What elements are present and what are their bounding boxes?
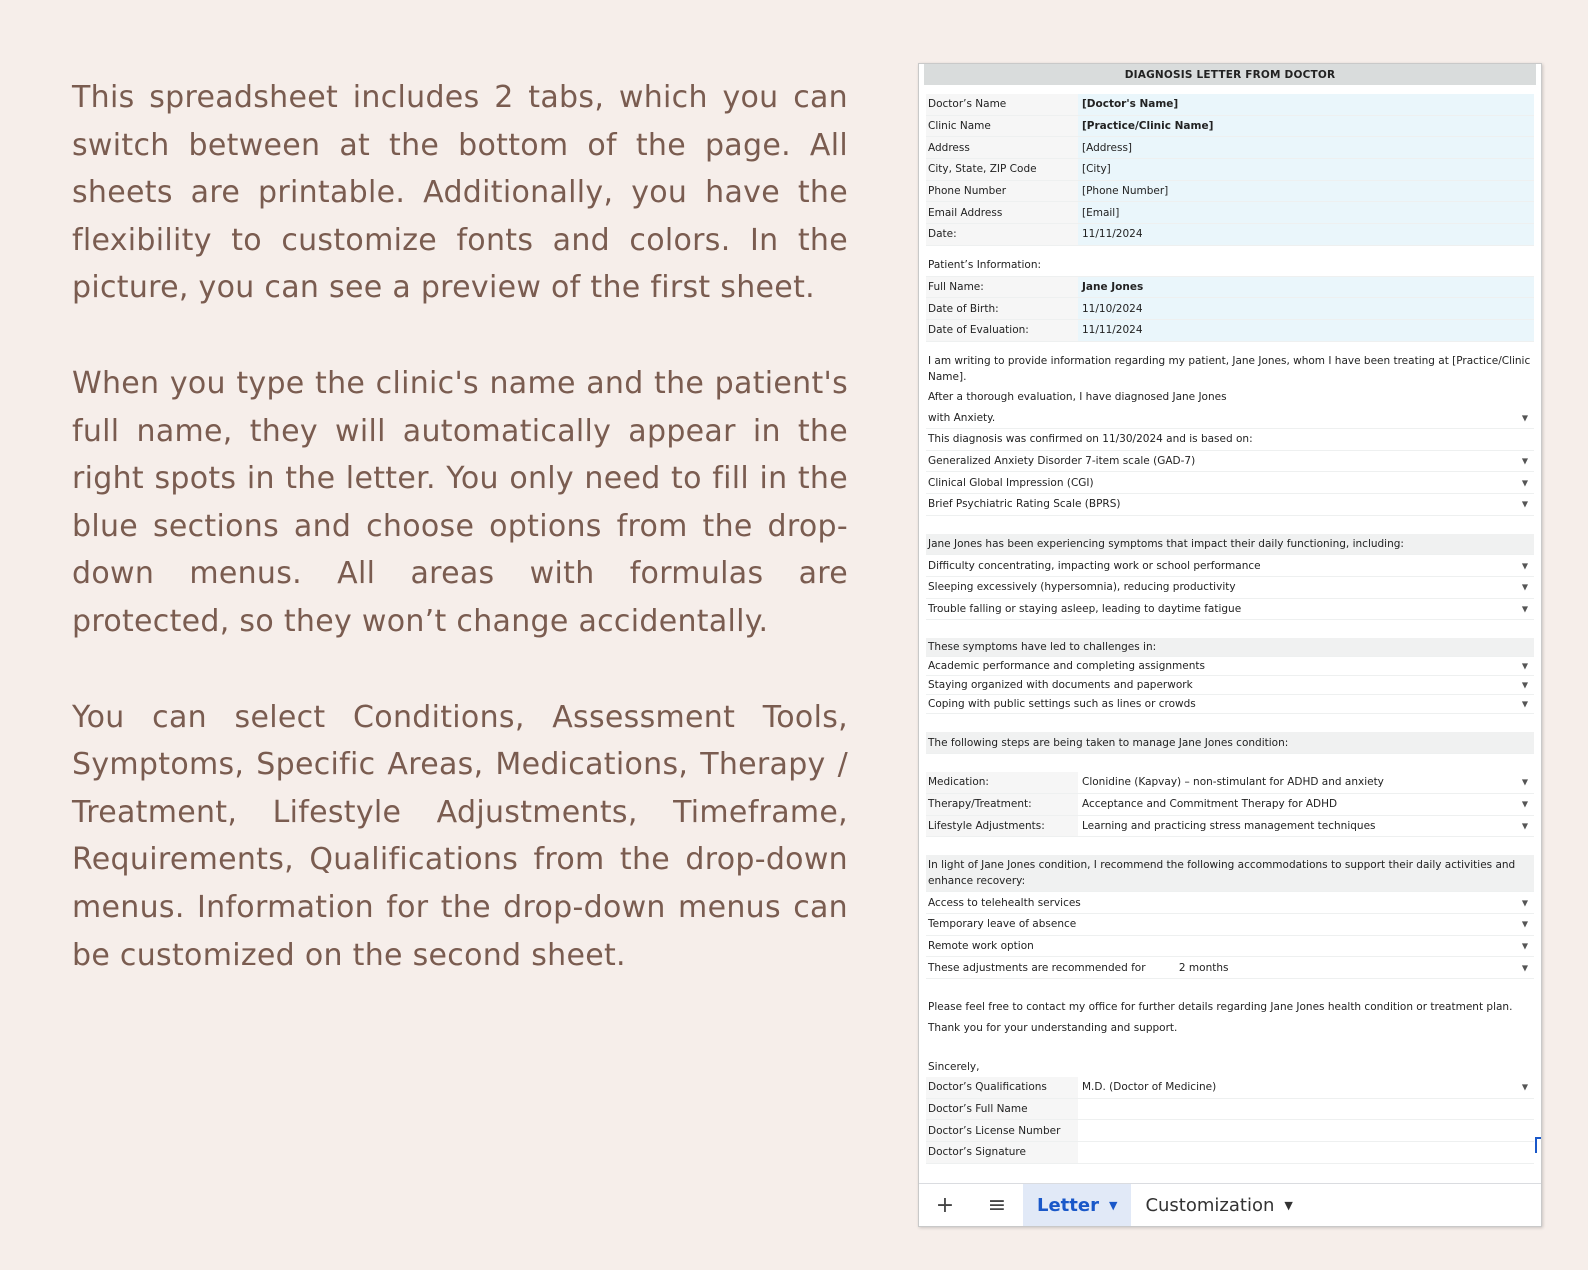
- tab-label: Letter: [1037, 1194, 1099, 1216]
- patient-header: [926, 255, 1534, 277]
- chevron-down-icon[interactable]: ▼: [1521, 821, 1528, 831]
- tool-row[interactable]: [926, 494, 1534, 516]
- spacer: [926, 754, 1534, 772]
- step-row[interactable]: [926, 816, 1534, 838]
- letter-text: Thank you for your understanding and support.: [928, 1021, 1178, 1034]
- qualification-dropdown[interactable]: M.D. (Doctor of Medicine): [1082, 1081, 1217, 1094]
- lifestyle-dropdown[interactable]: Learning and practicing stress management techniques: [1082, 819, 1376, 832]
- condition-row[interactable]: [926, 407, 1534, 429]
- assessment-dropdown[interactable]: Clinical Global Impression (CGI): [928, 476, 1094, 489]
- confirmed-row: [926, 429, 1534, 451]
- closing-row: [926, 1018, 1534, 1039]
- letter-text: I am writing to provide information regarding my patient, Jane Jones, whom I have been treating at [Practice/Clinic Name].: [928, 354, 1531, 383]
- cell-value[interactable]: Jane Jones: [1078, 277, 1534, 298]
- cell-label: Therapy/Treatment:: [926, 794, 1078, 815]
- chevron-down-icon[interactable]: ▼: [1521, 799, 1528, 809]
- intro-paragraph-3: You can select Conditions, Assessment Tools, Symptoms, Specific Areas, Medications, Therapy / Treatment, Lifestyle Adjustments, Timeframe, Requirements, Qualifications from the drop-down menus. Information for the drop-down menus can be customized on the second sheet.: [72, 699, 848, 973]
- area-dropdown[interactable]: Coping with public settings such as lines or crowds: [928, 698, 1196, 711]
- requirement-dropdown[interactable]: Access to telehealth services: [928, 896, 1081, 909]
- cell-label: Clinic Name: [926, 116, 1078, 137]
- spacer: [926, 1038, 1534, 1056]
- tab-letter[interactable]: [1023, 1184, 1131, 1226]
- selection-handle[interactable]: [1535, 1137, 1541, 1153]
- cell-label: Email Address: [926, 202, 1078, 223]
- requirement-dropdown[interactable]: Temporary leave of absence: [928, 918, 1077, 931]
- intro-text: [72, 74, 848, 1027]
- cell-label: Date of Birth:: [926, 298, 1078, 319]
- step-row[interactable]: [926, 772, 1534, 794]
- tool-row[interactable]: [926, 451, 1534, 473]
- caret-down-icon[interactable]: ▼: [1108, 1198, 1118, 1212]
- patient-row[interactable]: [926, 298, 1534, 320]
- chevron-down-icon[interactable]: ▼: [1521, 777, 1528, 787]
- spacer: [926, 620, 1534, 638]
- sincerely-row: [926, 1056, 1534, 1077]
- cell-value[interactable]: 11/11/2024: [1078, 320, 1534, 341]
- challenge-row[interactable]: [926, 695, 1534, 714]
- cell-label: City, State, ZIP Code: [926, 159, 1078, 180]
- condition-dropdown[interactable]: with Anxiety.: [928, 411, 996, 424]
- cell-label: Doctor’s License Number: [926, 1120, 1078, 1141]
- spacer: [926, 342, 1534, 351]
- signature-row[interactable]: [926, 1142, 1534, 1164]
- doctor-row[interactable]: [926, 94, 1534, 116]
- steps-header: [926, 732, 1534, 754]
- doctor-row[interactable]: [926, 202, 1534, 224]
- patient-row[interactable]: [926, 320, 1534, 342]
- cell-value[interactable]: [1078, 1120, 1534, 1141]
- symptom-dropdown[interactable]: Sleeping excessively (hypersomnia), reducing productivity: [928, 581, 1236, 594]
- cell-label: Full Name:: [926, 277, 1078, 298]
- signature-row[interactable]: [926, 1077, 1534, 1099]
- challenge-row[interactable]: [926, 657, 1534, 676]
- cell-label: Address: [926, 137, 1078, 158]
- chevron-down-icon[interactable]: ▼: [1521, 1082, 1528, 1092]
- section-header: These symptoms have led to challenges in:: [928, 641, 1157, 654]
- chevron-down-icon[interactable]: ▼: [1521, 413, 1528, 423]
- cell-value[interactable]: 11/11/2024: [1078, 224, 1534, 245]
- requirement-dropdown[interactable]: Remote work option: [928, 939, 1034, 952]
- section-header: Jane Jones has been experiencing symptoms that impact their daily functioning, including:: [928, 538, 1404, 551]
- accommodations-header: [926, 855, 1534, 892]
- accommodation-row[interactable]: [926, 936, 1534, 958]
- intro-row: [926, 351, 1534, 387]
- cell-value[interactable]: [Email]: [1078, 202, 1534, 223]
- all-sheets-menu-icon[interactable]: ≡: [987, 1192, 1007, 1218]
- spacer: [926, 979, 1534, 997]
- therapy-dropdown[interactable]: Acceptance and Commitment Therapy for ADHD: [1082, 798, 1338, 811]
- signature-row[interactable]: [926, 1099, 1534, 1121]
- cell-value[interactable]: [City]: [1078, 159, 1534, 180]
- chevron-down-icon[interactable]: ▼: [1521, 919, 1528, 929]
- cell-value[interactable]: [Phone Number]: [1078, 181, 1534, 202]
- intro-paragraph-2: When you type the clinic's name and the patient's full name, they will automatically appear in the right spots in the letter. You only need to fill in the blue sections and choose options from the drop-down menus. All areas with formulas are protected, so they won’t change accidentally.: [72, 365, 848, 639]
- tool-row[interactable]: [926, 472, 1534, 494]
- letter-text: This diagnosis was confirmed on 11/30/2024 and is based on:: [928, 433, 1253, 446]
- spacer: [926, 714, 1534, 732]
- closing-row: [926, 997, 1534, 1018]
- sheet-title: DIAGNOSIS LETTER FROM DOCTOR: [924, 64, 1536, 85]
- doctor-row[interactable]: [926, 159, 1534, 181]
- chevron-down-icon[interactable]: ▼: [1521, 963, 1528, 973]
- accommodation-row[interactable]: [926, 914, 1534, 936]
- symptom-row[interactable]: [926, 555, 1534, 577]
- step-row[interactable]: [926, 794, 1534, 816]
- timeframe-dropdown[interactable]: These adjustments are recommended for 2 months: [928, 961, 1229, 974]
- cell-value[interactable]: [Address]: [1078, 137, 1534, 158]
- cell-value[interactable]: [Doctor's Name]: [1078, 94, 1534, 115]
- section-header: The following steps are being taken to manage Jane Jones condition:: [928, 736, 1289, 749]
- area-dropdown[interactable]: Staying organized with documents and paperwork: [928, 679, 1193, 692]
- cell-value[interactable]: [Practice/Clinic Name]: [1078, 116, 1534, 137]
- diagnosis-row: [926, 387, 1534, 408]
- symptom-dropdown[interactable]: Difficulty concentrating, impacting work or school performance: [928, 559, 1261, 572]
- challenge-row[interactable]: [926, 676, 1534, 695]
- chevron-down-icon[interactable]: ▼: [1521, 661, 1528, 671]
- chevron-down-icon[interactable]: ▼: [1521, 898, 1528, 908]
- add-sheet-icon[interactable]: +: [935, 1192, 955, 1218]
- patient-row[interactable]: [926, 277, 1534, 299]
- tab-label: Customization: [1145, 1194, 1275, 1216]
- caret-down-icon[interactable]: ▼: [1284, 1198, 1293, 1212]
- tab-customization[interactable]: [1131, 1184, 1306, 1226]
- letter-text: After a thorough evaluation, I have diagnosed Jane Jones: [928, 390, 1227, 403]
- assessment-dropdown[interactable]: Generalized Anxiety Disorder 7-item scale (GAD-7): [928, 454, 1196, 467]
- chevron-down-icon[interactable]: ▼: [1521, 680, 1528, 690]
- section-header: In light of Jane Jones condition, I recommend the following accommodations to support their daily activities and enhance recovery:: [928, 859, 1516, 888]
- signature-row[interactable]: [926, 1120, 1534, 1142]
- spacer: [926, 516, 1534, 534]
- cell-label: Phone Number: [926, 181, 1078, 202]
- cell-label: Date:: [926, 224, 1078, 245]
- cell-label: Doctor’s Qualifications: [926, 1077, 1078, 1098]
- spreadsheet-preview: [918, 63, 1542, 1227]
- sheet-tab-bar: [919, 1183, 1541, 1226]
- cell-value[interactable]: [1078, 1099, 1534, 1120]
- chevron-down-icon[interactable]: ▼: [1521, 561, 1528, 571]
- symptom-row[interactable]: [926, 599, 1534, 621]
- cell-label: Date of Evaluation:: [926, 320, 1078, 341]
- doctor-row[interactable]: [926, 137, 1534, 159]
- symptoms-header: [926, 534, 1534, 556]
- chevron-down-icon[interactable]: ▼: [1521, 699, 1528, 709]
- cell-label: Lifestyle Adjustments:: [926, 816, 1078, 837]
- doctor-row[interactable]: [926, 116, 1534, 138]
- assessment-dropdown[interactable]: Brief Psychiatric Rating Scale (BPRS): [928, 498, 1121, 511]
- cell-label: Doctor’s Full Name: [926, 1099, 1078, 1120]
- chevron-down-icon[interactable]: ▼: [1521, 941, 1528, 951]
- letter-text: Please feel free to contact my office for further details regarding Jane Jones health condition or treatment plan.: [928, 1001, 1513, 1014]
- chevron-down-icon[interactable]: ▼: [1521, 478, 1528, 488]
- medication-dropdown[interactable]: Clonidine (Kapvay) – non-stimulant for ADHD and anxiety: [1082, 776, 1384, 789]
- spacer: [926, 246, 1534, 255]
- doctor-row[interactable]: [926, 181, 1534, 203]
- symptom-dropdown[interactable]: Trouble falling or staying asleep, leading to daytime fatigue: [928, 603, 1242, 616]
- accommodation-row[interactable]: [926, 892, 1534, 914]
- chevron-down-icon[interactable]: ▼: [1521, 499, 1528, 509]
- cell-label: Doctor’s Name: [926, 94, 1078, 115]
- symptom-row[interactable]: [926, 577, 1534, 599]
- letter-text: Sincerely,: [928, 1060, 980, 1073]
- intro-paragraph-1: This spreadsheet includes 2 tabs, which you can switch between at the bottom of the page. All sheets are printable. Additionally, you have the flexibility to customize fonts and colors. In the picture, you can see a preview of the first sheet.: [72, 80, 848, 306]
- section-header: Patient’s Information:: [928, 259, 1042, 272]
- chevron-down-icon[interactable]: ▼: [1521, 582, 1528, 592]
- cell-label: Doctor’s Signature: [926, 1142, 1078, 1163]
- challenges-header: [926, 638, 1534, 657]
- letter-rows: [926, 94, 1534, 1164]
- cell-label: Medication:: [926, 772, 1078, 793]
- cell-value[interactable]: 11/10/2024: [1078, 298, 1534, 319]
- chevron-down-icon[interactable]: ▼: [1521, 604, 1528, 614]
- timeframe-row[interactable]: [926, 957, 1534, 979]
- chevron-down-icon[interactable]: ▼: [1521, 456, 1528, 466]
- spacer: [926, 837, 1534, 855]
- area-dropdown[interactable]: Academic performance and completing assignments: [928, 660, 1205, 673]
- cell-value[interactable]: [1078, 1142, 1534, 1163]
- doctor-row[interactable]: [926, 224, 1534, 246]
